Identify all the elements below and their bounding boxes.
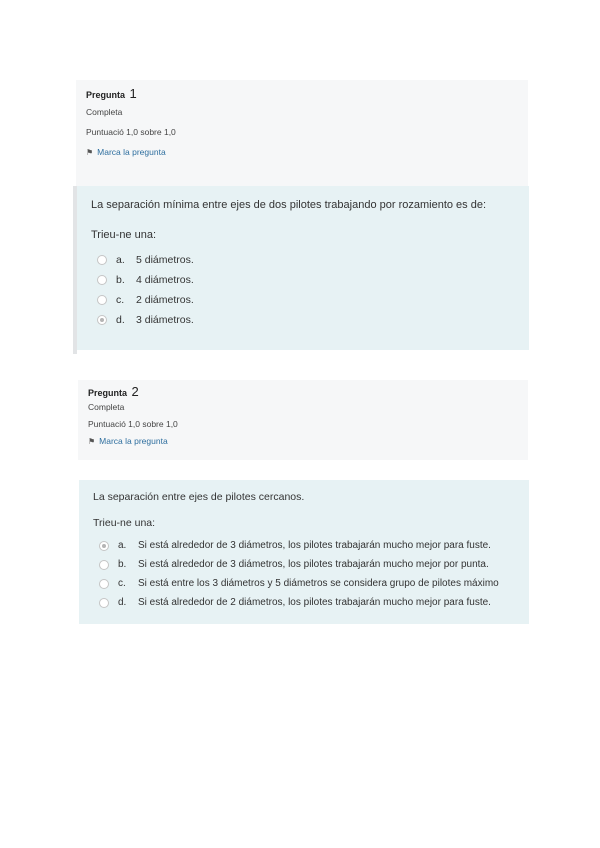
question-number: 1 [129,86,137,101]
question-2-info [78,380,528,460]
question-text: La separación mínima entre ejes de dos pilotes trabajando por rozamiento es de: [91,199,487,211]
option-letter: b. [116,274,125,286]
radio-icon[interactable] [99,598,109,608]
radio-icon[interactable] [97,295,107,305]
question-label: Pregunta [86,90,126,100]
option-text: Si está alrededor de 3 diámetros, los pilotes trabajarán mucho mejor para fuste. [138,540,491,551]
flag-question-label[interactable]: Marca la pregunta [99,436,168,446]
option-text: Si está alrededor de 2 diámetros, los pilotes trabajarán mucho mejor para fuste. [138,597,491,608]
radio-icon[interactable] [97,275,107,285]
option-letter: a. [118,540,127,551]
question-1-content [77,186,529,350]
flag-question-link[interactable] [88,436,518,447]
answer-option-a[interactable] [99,536,515,555]
option-letter: b. [118,559,127,570]
radio-icon[interactable] [99,541,109,551]
option-text: Si está entre los 3 diámetros y 5 diámetros se considera grupo de pilotes máximo [138,578,499,589]
radio-icon[interactable] [97,315,107,325]
answer-option-d[interactable] [99,593,515,612]
question-label: Pregunta [88,388,128,398]
question-score: Puntuació 1,0 sobre 1,0 [88,419,178,429]
question-status: Completa [86,107,123,117]
option-text: 3 diámetros. [136,314,194,326]
answer-option-b[interactable] [97,270,515,290]
radio-icon[interactable] [97,255,107,265]
answer-prompt: Trieu-ne una: [93,517,156,529]
option-letter: c. [116,294,125,306]
question-number: 2 [131,384,139,399]
option-text: 4 diámetros. [136,274,194,286]
answer-option-c[interactable] [97,290,515,310]
answer-option-a[interactable] [97,250,515,270]
question-2-content [79,480,529,624]
question-text: La separación entre ejes de pilotes cercanos. [93,491,305,503]
answer-option-d[interactable] [97,310,515,330]
flag-icon: ⚑ [86,148,94,157]
flag-question-label[interactable]: Marca la pregunta [97,147,166,157]
option-letter: c. [118,578,126,589]
radio-icon[interactable] [99,560,109,570]
answer-option-c[interactable] [99,574,515,593]
option-letter: a. [116,254,125,266]
question-status: Completa [88,402,125,412]
radio-icon[interactable] [99,579,109,589]
answer-option-b[interactable] [99,555,515,574]
option-text: 2 diámetros. [136,294,194,306]
option-text: 5 diámetros. [136,254,194,266]
option-letter: d. [116,314,125,326]
flag-question-link[interactable] [86,147,518,158]
option-text: Si está alrededor de 3 diámetros, los pilotes trabajarán mucho mejor por punta. [138,559,489,570]
question-1-title [86,88,518,101]
question-2-title [88,386,518,399]
flag-icon: ⚑ [88,437,96,446]
answer-prompt: Trieu-ne una: [91,229,157,241]
option-letter: d. [118,597,127,608]
question-score: Puntuació 1,0 sobre 1,0 [86,127,176,137]
question-1-info [76,80,528,186]
